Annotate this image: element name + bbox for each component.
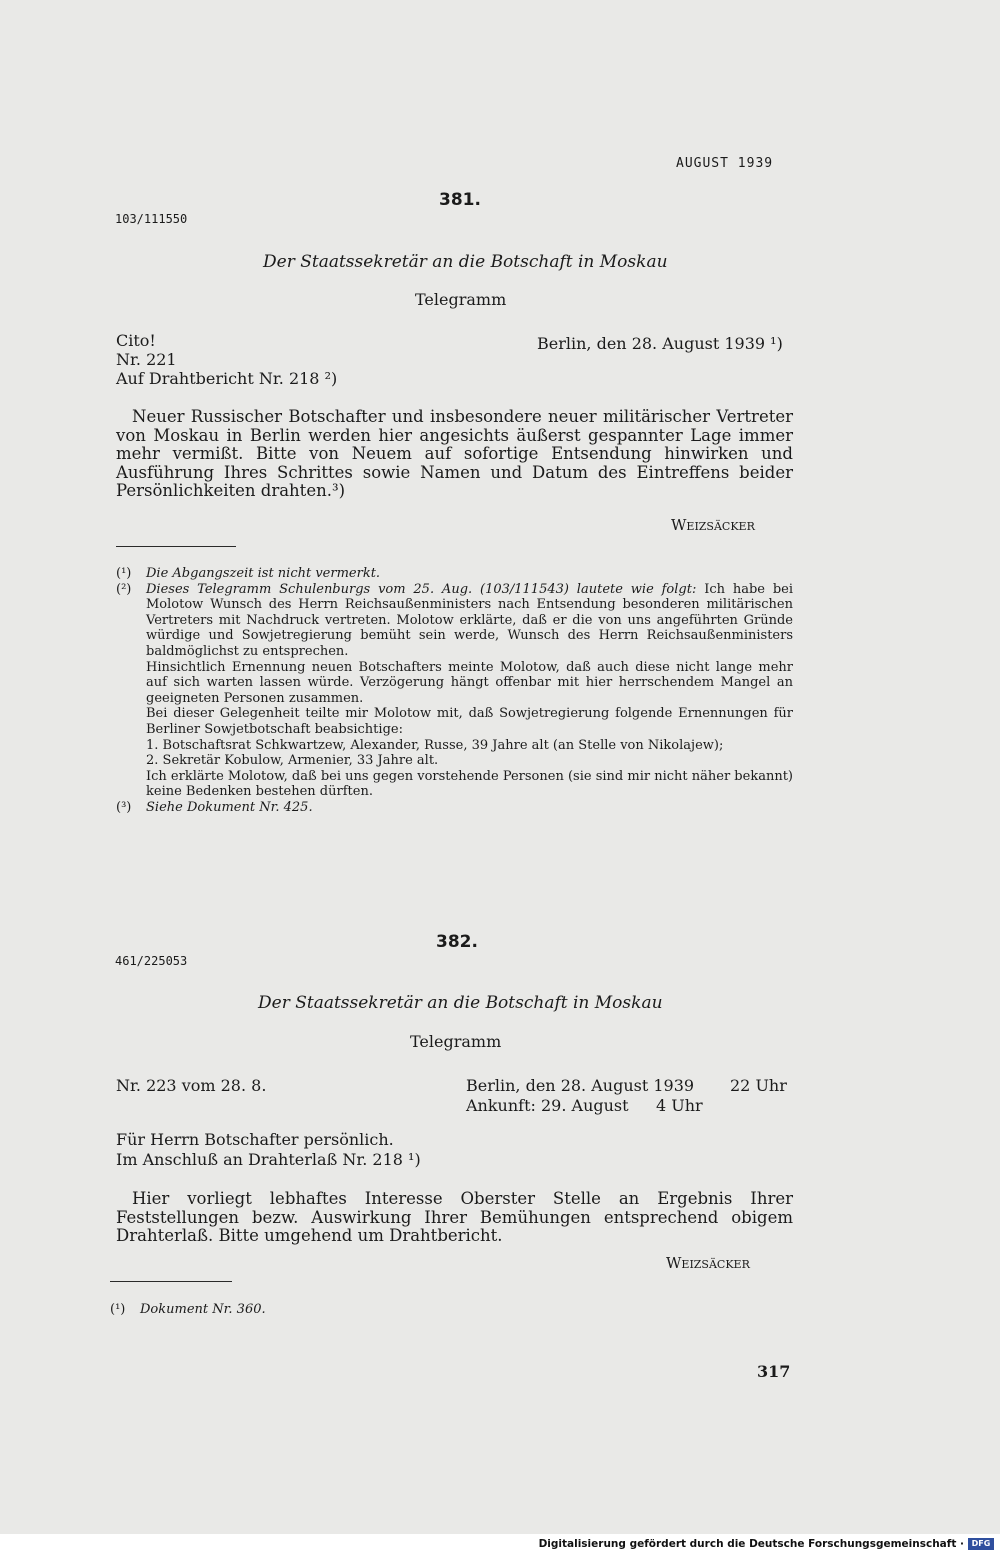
footnote-text: Siehe Dokument Nr. 425.: [146, 799, 313, 815]
place-date: [537, 334, 783, 353]
arrival-date: Ankunft: 29. August: [466, 1096, 629, 1115]
footnote-2-paragraph: [116, 660, 793, 707]
footnote-text: Bei dieser Gelegenheit teilte mir Molotow mit, daß Sowjetregierung folgende Ernennungen für Berliner Sowjetbotschaft beabsichtige:: [146, 706, 793, 737]
footnotes: [116, 566, 793, 816]
file-reference: 103/111550: [115, 212, 188, 226]
urgency-label: Cito!: [116, 331, 156, 350]
document-title: Der Staatssekretär an die Botschaft in Moskau: [258, 993, 663, 1013]
footnote-text: 1. Botschaftsrat Schkwartzew, Alexander, Russe, 39 Jahre alt (an Stelle von Nikolajew);: [146, 737, 724, 753]
footnote-text: Ich habe bei Molotow Wunsch des Herrn Reichsaußenministers nach Entsendung besonderen militärischen Vertreters mit Nachdruck vertreten. Molotow erklärte, daß er die von uns angeführten Gründe würdige und Sowjetregierung bemüht sein werde, Wunsch des Herrn Reichsaußenministers baldmöglichst zu entsprechen.: [146, 581, 793, 659]
footnote-divider: [116, 546, 236, 547]
footnote-mark: (³): [116, 799, 132, 815]
place-date: Berlin, den 28. August 1939: [466, 1076, 695, 1095]
footnotes: [110, 1302, 787, 1318]
footnote-2-list-item: [116, 753, 793, 769]
addressee-line: Für Herrn Botschafter persönlich.: [116, 1130, 394, 1149]
signature: Weizsäcker: [666, 1254, 750, 1272]
signature: Weizsäcker: [671, 516, 755, 534]
document-type: Telegramm: [410, 1032, 502, 1051]
arrival-time: 4 Uhr: [656, 1096, 703, 1115]
document-type: Telegramm: [415, 290, 507, 309]
footnote-mark: (²): [116, 581, 132, 597]
document-title: Der Staatssekretär an die Botschaft in Moskau: [263, 252, 668, 272]
reference-line: Im Anschluß an Drahterlaß Nr. 218 ¹): [116, 1150, 421, 1169]
telegram-number: Nr. 221: [116, 350, 177, 369]
document-number: 381.: [439, 190, 481, 210]
reference-line: Auf Drahtbericht Nr. 218 ²): [116, 369, 338, 388]
footnote-mark: (¹): [116, 566, 132, 581]
telegram-number: Nr. 223 vom 28. 8.: [116, 1076, 267, 1095]
telegram-body: Neuer Russischer Botschafter und insbesondere neuer militärischer Vertreter von Moskau in Berlin werden hier angesichts äußerst gespannter Lage immer mehr vermißt. Bitte von Neuem auf sofortige Entsendung hinwirken und Ausführung Ihres Schrittes sowie Namen und Datum des Eintreffens beider Persönlichkeiten drahten.³): [116, 407, 793, 500]
footnote-text: Hinsichtlich Ernennung neuen Botschafters meinte Molotow, daß auch diese nicht lange mehr auf sich warten lassen würde. Verzögerung hängt offenbar mit hier herrschendem Mangel an geeigneten Personen zusammen.: [146, 659, 793, 706]
place-date-text: Berlin, den 28. August 1939 ¹): [537, 334, 783, 353]
footnote-2-paragraph: [116, 769, 793, 800]
footnote-intro: Dieses Telegramm Schulenburgs vom 25. Aug. (103/111543) lautete wie folgt:: [146, 581, 697, 597]
file-reference: 461/225053: [115, 954, 188, 968]
page-number: 317: [757, 1362, 791, 1381]
footnote-text: 2. Sekretär Kobulow, Armenier, 33 Jahre alt.: [146, 753, 439, 769]
footnote-text: Dokument Nr. 360.: [140, 1302, 266, 1317]
footnote-1: [116, 566, 793, 582]
footnote-text: Ich erklärte Molotow, daß bei uns gegen vorstehende Personen (sie sind mir nicht näher bekannt) keine Bedenken bestehen dürften.: [146, 768, 793, 800]
footnote-2-paragraph: [116, 706, 793, 737]
send-time: 22 Uhr: [730, 1076, 787, 1095]
footnote-mark: (¹): [110, 1302, 126, 1317]
footnote-3: [116, 800, 793, 816]
footnote-1: [110, 1302, 787, 1318]
telegram-body: Hier vorliegt lebhaftes Interesse Oberster Stelle an Ergebnis Ihrer Feststellungen bezw. Auswirkung Ihrer Bemühungen entsprechend obigem Drahterlaß. Bitte umgehend um Drahtbericht.: [116, 1189, 793, 1245]
page-header: AUGUST 1939: [676, 156, 774, 171]
footer-credit: Digitalisierung gefördert durch die Deutsche Forschungsgemeinschaft ·: [538, 1538, 964, 1550]
footnote-2: [116, 582, 793, 660]
document-number: 382.: [436, 932, 478, 952]
footnote-2-list-item: [116, 738, 793, 754]
footnote-text: Die Abgangszeit ist nicht vermerkt.: [146, 566, 381, 581]
dfg-logo-icon: DFG: [968, 1538, 994, 1550]
footer-banner: [0, 1534, 1000, 1554]
footnote-divider: [110, 1281, 232, 1282]
